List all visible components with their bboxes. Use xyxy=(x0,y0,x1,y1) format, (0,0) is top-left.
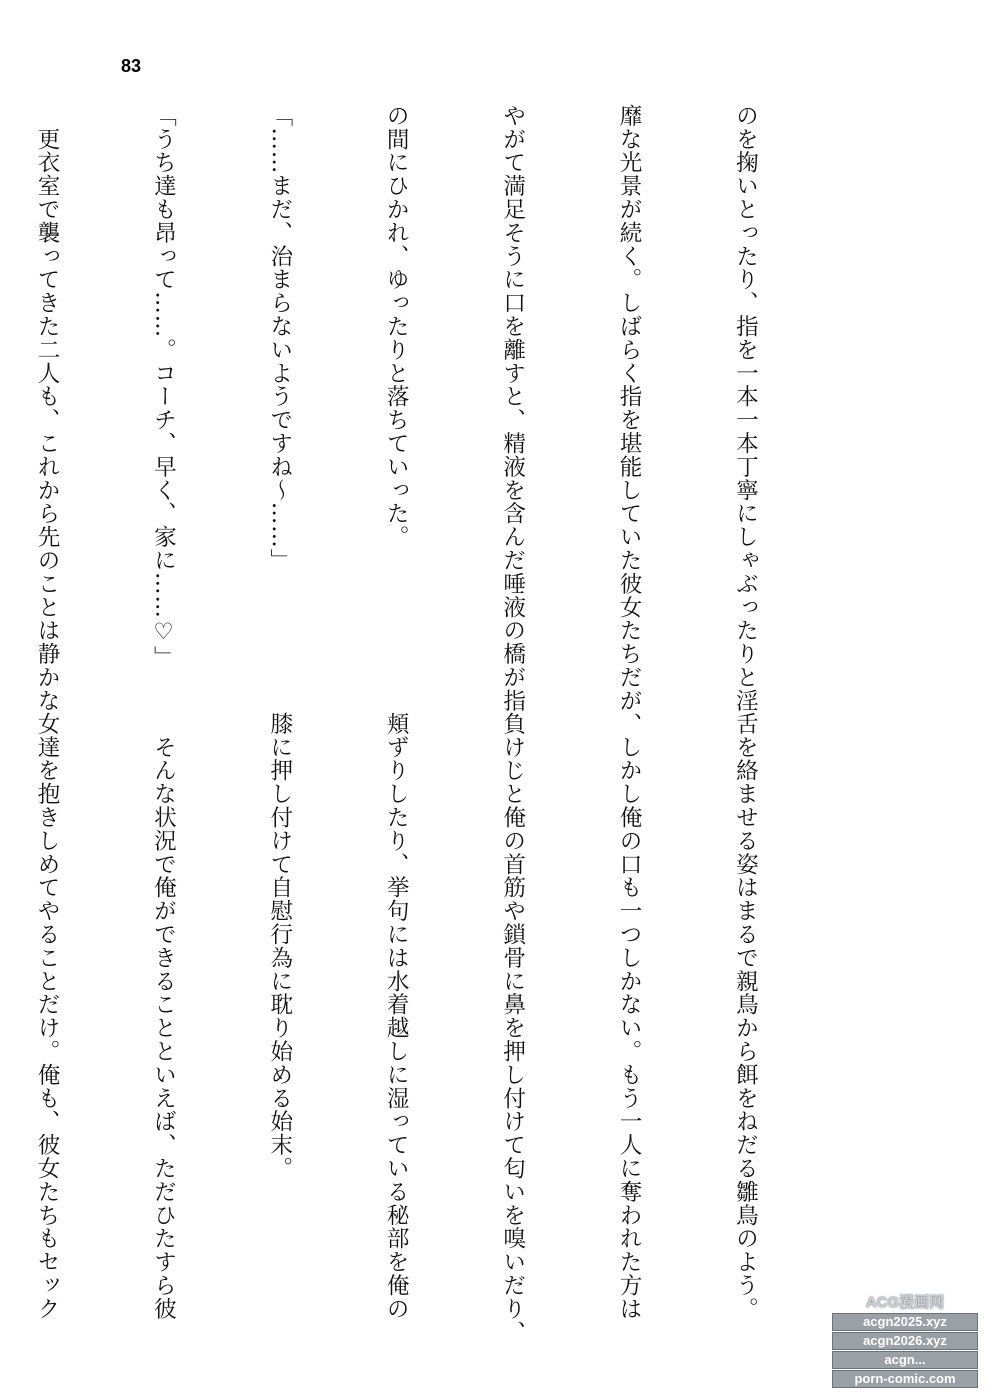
page-number: 83 xyxy=(121,56,142,76)
text-line: 負けじと俺の首筋や鎖骨に鼻を押し付けて匂いを嗅いだり、 xyxy=(499,712,526,1344)
text-line: 「……まだ、治まらないようですね～……」 xyxy=(266,104,293,572)
text-block-top xyxy=(34,104,842,736)
watermark-url: porn-comic.com xyxy=(832,1370,978,1388)
text-line: 膝に押し付けて自慰行為に耽り始める始末。 xyxy=(266,712,293,1180)
text-line: やがて満足そうに口を離すと、精液を含んだ唾液の橋が指 xyxy=(499,104,526,713)
text-line: そんな状況で俺ができることといえば、ただひたすら彼 xyxy=(150,712,177,1321)
text-block-bottom xyxy=(34,712,842,1344)
text-line: 靡な光景が続く。しばらく指を堪能していた彼女たちだが、 xyxy=(616,104,643,736)
watermark-url: acgn2025.xyz xyxy=(832,1313,978,1331)
text-line: 更衣室で襲ってきた二人も、これから先のことは静かな xyxy=(34,104,61,713)
text-line: しかし俺の口も一つしかない。もう一人に奪われた方は xyxy=(616,712,643,1321)
text-line: 頬ずりしたり、挙句には水着越しに湿っている秘部を俺の xyxy=(383,712,410,1321)
watermark xyxy=(832,1291,978,1388)
watermark-logo: ACG漫画网 xyxy=(865,1294,945,1311)
text-line: の間にひかれ、ゆったりと落ちていった。 xyxy=(383,104,410,549)
text-line: 舌を絡ませる姿はまるで親鳥から餌をねだる雛鳥のよう。 xyxy=(732,712,759,1321)
watermark-url: acgn... xyxy=(832,1351,978,1369)
text-line: のを掬いとったり、指を一本一本丁寧にしゃぶったりと淫 xyxy=(732,104,759,713)
text-line: 女達を抱きしめてやることだけ。俺も、彼女たちもセック xyxy=(34,712,61,1321)
watermark-url: acgn2026.xyz xyxy=(832,1332,978,1350)
text-line: 「うち達も昂って……。コーチ、早く、家に……♡」 xyxy=(150,104,177,669)
